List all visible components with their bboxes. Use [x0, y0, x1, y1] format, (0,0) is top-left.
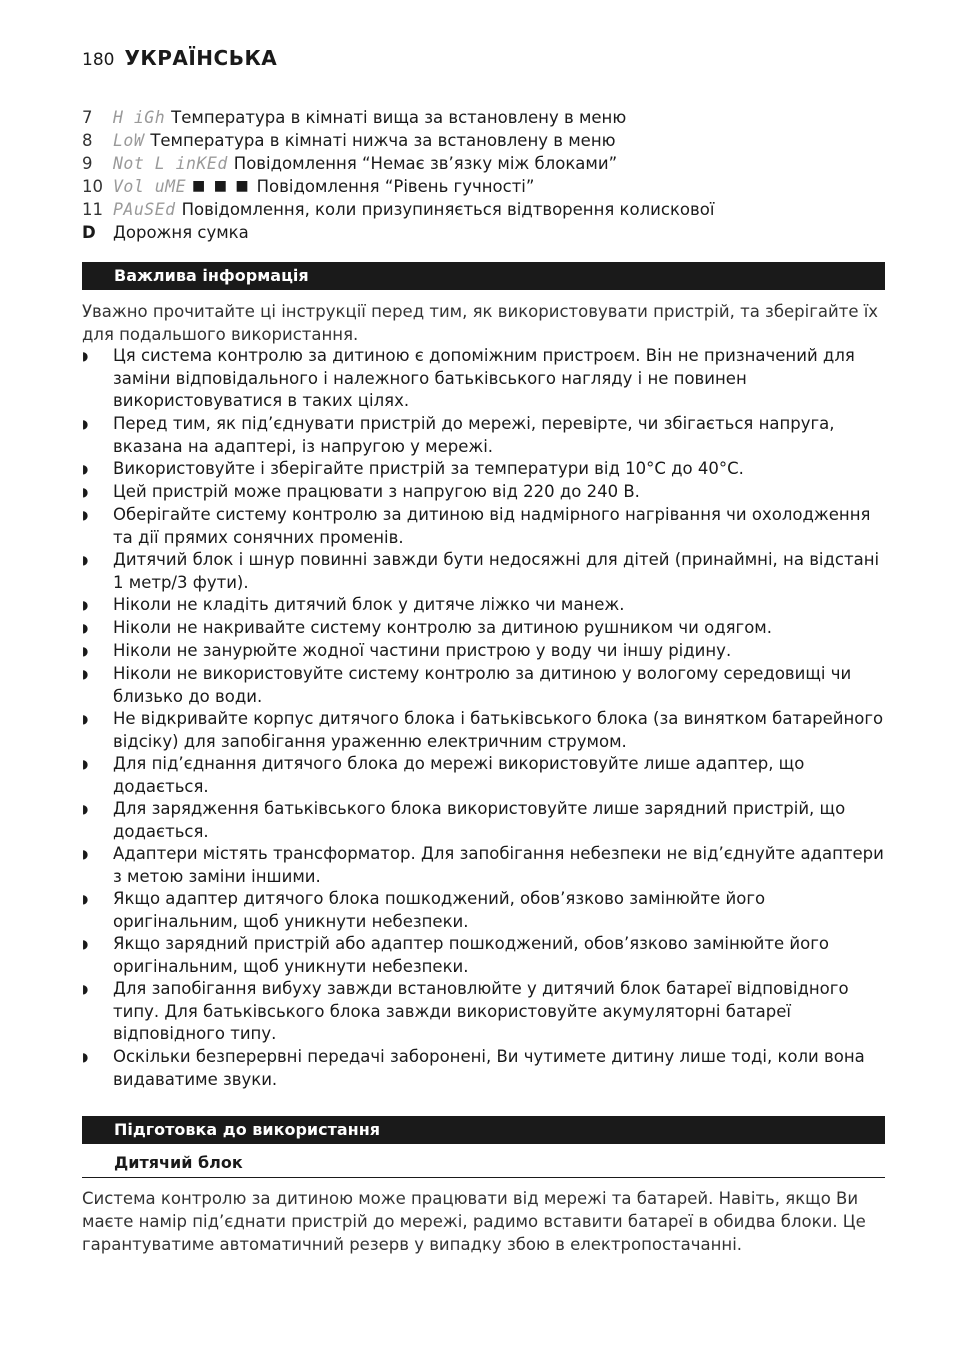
- list-item: [82, 549, 892, 594]
- list-item: [82, 504, 892, 549]
- bullet-text: Для запобігання вибуху завжди встановлюйте у дитячий блок батареї відповідного типу. Для батьківського блока завжди використовуйте акумуляторні батареї відповідного типу.: [113, 979, 849, 1044]
- bullet-marker-icon: ◗: [82, 982, 89, 996]
- bullet-text: Для зарядження батьківського блока використовуйте лише зарядний пристрій, що додається.: [113, 799, 846, 841]
- list-item: [82, 1046, 892, 1091]
- bullet-marker-icon: ◗: [82, 1050, 89, 1064]
- legend-item: [82, 129, 892, 152]
- safety-bullet-list: [82, 345, 892, 1091]
- bullet-marker-icon: ◗: [82, 757, 89, 771]
- bullet-text: Ніколи не кладіть дитячий блок у дитяче ліжко чи манеж.: [113, 595, 625, 614]
- page-header: [82, 46, 277, 70]
- legend-item: [82, 221, 892, 244]
- list-item: [82, 933, 892, 978]
- bullet-marker-icon: ◗: [82, 598, 89, 612]
- list-item: [82, 798, 892, 843]
- legend-item: [82, 198, 892, 221]
- bullet-marker-icon: ◗: [82, 417, 89, 431]
- bullet-text: Дитячий блок і шнур повинні завжди бути недосяжні для дітей (принаймні, на відстані 1 метр/3 фути).: [113, 550, 880, 592]
- bullet-marker-icon: ◗: [82, 847, 89, 861]
- list-item: [82, 458, 892, 481]
- section-heading-important: Важлива інформація: [82, 262, 885, 290]
- list-item: [82, 663, 892, 708]
- list-item: [82, 594, 892, 617]
- bullet-text: Адаптери містять трансформатор. Для запобігання небезпеки не від’єднуйте адаптери з метою заміни іншими.: [113, 844, 884, 886]
- bullet-text: Якщо зарядний пристрій або адаптер пошкоджений, обов’язково замінюйте його оригінальним, щоб уникнути небезпеки.: [113, 934, 829, 976]
- legend-item: [82, 106, 892, 129]
- list-item: [82, 345, 892, 413]
- subheading-divider: [82, 1177, 885, 1178]
- bullet-marker-icon: ◗: [82, 553, 89, 567]
- bullet-marker-icon: ◗: [82, 485, 89, 499]
- legend-description: Температура в кімнаті вища за встановлену в меню: [171, 108, 627, 127]
- bullet-text: Ця система контролю за дитиною є допоміжним пристроєм. Він не призначений для заміни відповідального і належного батьківського нагляду і не повинен використовуватися в таких цілях.: [113, 346, 855, 411]
- bullet-text: Цей пристрій може працювати з напругою від 220 до 240 В.: [113, 482, 640, 501]
- lcd-display-text: LoW: [113, 131, 145, 150]
- bullet-text: Не відкривайте корпус дитячого блока і батьківського блока (за винятком батарейного відсіку) для запобігання ураженню електричним струмом.: [113, 709, 884, 751]
- bullet-marker-icon: ◗: [82, 937, 89, 951]
- subheading-baby-unit: Дитячий блок: [114, 1153, 243, 1172]
- bullet-text: Ніколи не накривайте систему контролю за дитиною рушником чи одягом.: [113, 618, 772, 637]
- display-legend-list: [82, 106, 892, 244]
- list-item: [82, 708, 892, 753]
- legend-item: [82, 175, 892, 198]
- lcd-display-text: H iGh: [113, 108, 166, 127]
- legend-item: [82, 152, 892, 175]
- bullet-marker-icon: ◗: [82, 621, 89, 635]
- bullet-marker-icon: ◗: [82, 349, 89, 363]
- volume-level-squares: ■ ■ ■: [192, 178, 251, 194]
- legend-key: 7: [82, 108, 93, 127]
- page-number: 180: [82, 50, 115, 70]
- list-item: [82, 753, 892, 798]
- bullet-marker-icon: ◗: [82, 802, 89, 816]
- legend-description: Повідомлення “Рівень гучності”: [256, 177, 535, 196]
- legend-key: 10: [82, 177, 103, 196]
- legend-key: 9: [82, 154, 93, 173]
- bullet-text: Якщо адаптер дитячого блока пошкоджений, обов’язково замінюйте його оригінальним, щоб уникнути небезпеки.: [113, 889, 766, 931]
- baby-unit-paragraph: Система контролю за дитиною може працювати від мережі та батарей. Навіть, якщо Ви маєте намір під’єднати пристрій до мережі, радимо вставити батареї в обидва блоки. Це гарантуватиме автоматичний резерв у випадку збою в електропостачанні.: [82, 1189, 866, 1254]
- bullet-marker-icon: ◗: [82, 644, 89, 658]
- bullet-marker-icon: ◗: [82, 892, 89, 906]
- bullet-text: Ніколи не занурюйте жодної частини пристрою у воду чи іншу рідину.: [113, 641, 732, 660]
- legend-key: 8: [82, 131, 93, 150]
- lcd-display-text: Vol uME: [113, 177, 187, 196]
- bullet-marker-icon: ◗: [82, 508, 89, 522]
- lcd-display-text: PAuSEd: [113, 200, 176, 219]
- legend-description: Температура в кімнаті нижча за встановлену в меню: [150, 131, 616, 150]
- bullet-text: Оскільки безперервні передачі заборонені, Ви чутимете дитину лише тоді, коли вона видаватиме звуки.: [113, 1047, 865, 1089]
- bullet-marker-icon: ◗: [82, 667, 89, 681]
- intro-paragraph: Уважно прочитайте ці інструкції перед тим, як використовувати пристрій, та зберігайте їх для подальшого використання.: [82, 302, 879, 344]
- bullet-text: Ніколи не використовуйте систему контролю за дитиною у вологому середовищі чи близько до води.: [113, 664, 852, 706]
- bullet-text: Для під’єднання дитячого блока до мережі використовуйте лише адаптер, що додається.: [113, 754, 805, 796]
- legend-key: D: [82, 223, 96, 242]
- bullet-text: Перед тим, як під’єднувати пристрій до мережі, перевірте, чи збігається напруга, вказана на адаптері, із напругою у мережі.: [113, 414, 835, 456]
- bullet-marker-icon: ◗: [82, 712, 89, 726]
- lcd-display-text: Not L inKEd: [113, 154, 228, 173]
- bullet-text: Оберігайте систему контролю за дитиною від надмірного нагрівання чи охолодження та дії прямих сонячних променів.: [113, 505, 871, 547]
- legend-description: Дорожня сумка: [113, 223, 249, 242]
- bullet-marker-icon: ◗: [82, 462, 89, 476]
- list-item: [82, 617, 892, 640]
- bullet-text: Використовуйте і зберігайте пристрій за температури від 10°C до 40°C.: [113, 459, 744, 478]
- legend-description: Повідомлення, коли призупиняється відтворення колискової: [181, 200, 715, 219]
- list-item: [82, 640, 892, 663]
- page-language-title: УКРАЇНСЬКА: [124, 46, 278, 70]
- legend-key: 11: [82, 200, 103, 219]
- section-heading-preparation: Підготовка до використання: [82, 1116, 885, 1144]
- list-item: [82, 481, 892, 504]
- list-item: [82, 413, 892, 458]
- list-item: [82, 888, 892, 933]
- legend-description: Повідомлення “Немає зв’язку між блоками”: [233, 154, 618, 173]
- list-item: [82, 843, 892, 888]
- list-item: [82, 978, 892, 1046]
